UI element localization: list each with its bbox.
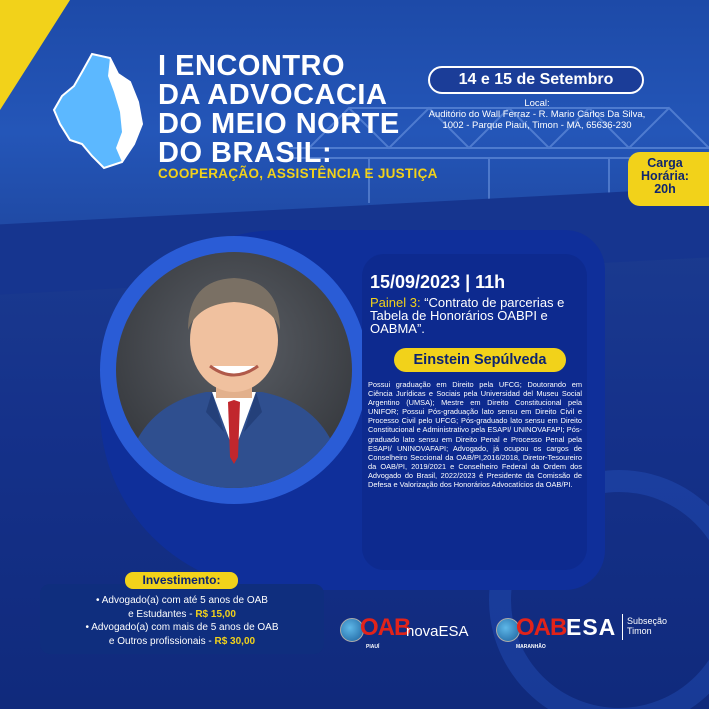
speaker-name: Einstein Sepúlveda [394, 348, 566, 372]
speaker-bio: Possui graduação em Direito pela UFCG; Doutorando em Ciência Jurídicas e Sociais pela Universidad del Museu Social Argentino (UMSA); Mestre em Direito Constitucional pela UNIFOR; Possui Pós-graduação lato sensu em Direito Civil e Processo Civil pelo UFCG; Pós-graduado lato sensu em Direito Constitucional e Administrativo pela ESAPI/ UNINOVAFAPI; Pós-graduado lato sensu em Direito Penal e Processo Penal pela ESAPI/ UNINOVAFAPI; Advogado, já ocupou os cargos de Conselheiro Seccional da OAB/PI,2016/2018, Diretor-Tesoureiro da OAB/PI, 2019/2021 e Conselheiro Federal da Ordem dos Advogado do Brasil, 2022/2023 é Presidente da Comissão de Defesa e Valorização dos Honorários Advocatícios da OAB/PI. [368, 380, 582, 490]
venue-line-2: 1002 - Parque Piauí, Timon - MA, 65636-230 [442, 120, 632, 131]
investment-item-1-price: R$ 15,00 [195, 608, 236, 620]
oab-piaui-text: OAB [360, 614, 411, 641]
region-map-icon [52, 52, 144, 170]
investment-label: Investimento: [125, 572, 238, 589]
oab-maranhao-text: OAB [516, 614, 567, 641]
speaker-photo [116, 252, 352, 488]
title-line-2: DA ADVOCACIA [158, 79, 388, 111]
session-datetime: 15/09/2023 | 11h [370, 272, 506, 292]
investment-item-1-line-1: • Advogado(a) com até 5 anos de OAB [96, 595, 268, 606]
panel-label: Painel 3: [370, 295, 421, 310]
subsecao-line-1: Subseção [627, 616, 668, 626]
oab-piaui-logo [340, 612, 411, 654]
investment-box [40, 584, 324, 654]
investment-item-2-audience: e Outros profissionais - [108, 635, 215, 647]
oab-maranhao-logo [496, 612, 567, 654]
speaker-portrait-illustration [116, 252, 352, 488]
workload-line-1: Carga [647, 156, 683, 170]
oab-piaui-state: PIAUÍ [366, 644, 380, 650]
investment-item-2-line-1: • Advogado(a) com mais de 5 anos de OAB [85, 622, 279, 633]
title-line-4: DO BRASIL: [158, 137, 333, 169]
novaesa-logo: novaESA [406, 623, 469, 640]
subsecao-timon [627, 616, 667, 636]
workload-line-2: Horária: [641, 169, 689, 183]
title-line-1: I ENCONTRO [158, 50, 346, 82]
session-title [370, 296, 592, 335]
workload-line-3: 20h [654, 182, 676, 196]
investment-item-1-audience: e Estudantes - [128, 608, 196, 620]
venue-info [425, 98, 649, 131]
panel-title: “Contrato de parcerias e Tabela de Honorários OABPI e OABMA”. [370, 295, 565, 336]
investment-item-1-line-2 [40, 608, 324, 622]
event-dates: 14 e 15 de Setembro [428, 66, 644, 94]
oab-maranhao-state: MARANHÃO [516, 644, 546, 650]
investment-item-2-price: R$ 30,00 [214, 635, 256, 647]
event-title [158, 52, 428, 168]
esa-divider [622, 614, 623, 640]
esa-logo: ESA [566, 614, 617, 640]
workload-badge [628, 152, 709, 206]
venue-label: Local: [524, 98, 550, 109]
venue-line-1: Auditório do Wall Ferraz - R. Mario Carlos Da Silva, [428, 109, 646, 120]
event-subtitle: COOPERAÇÃO, ASSISTÊNCIA E JUSTIÇA [158, 166, 438, 181]
subsecao-line-2: Timon [627, 626, 652, 636]
investment-item-2-line-2 [40, 635, 324, 649]
title-line-3: DO MEIO NORTE [158, 108, 400, 140]
